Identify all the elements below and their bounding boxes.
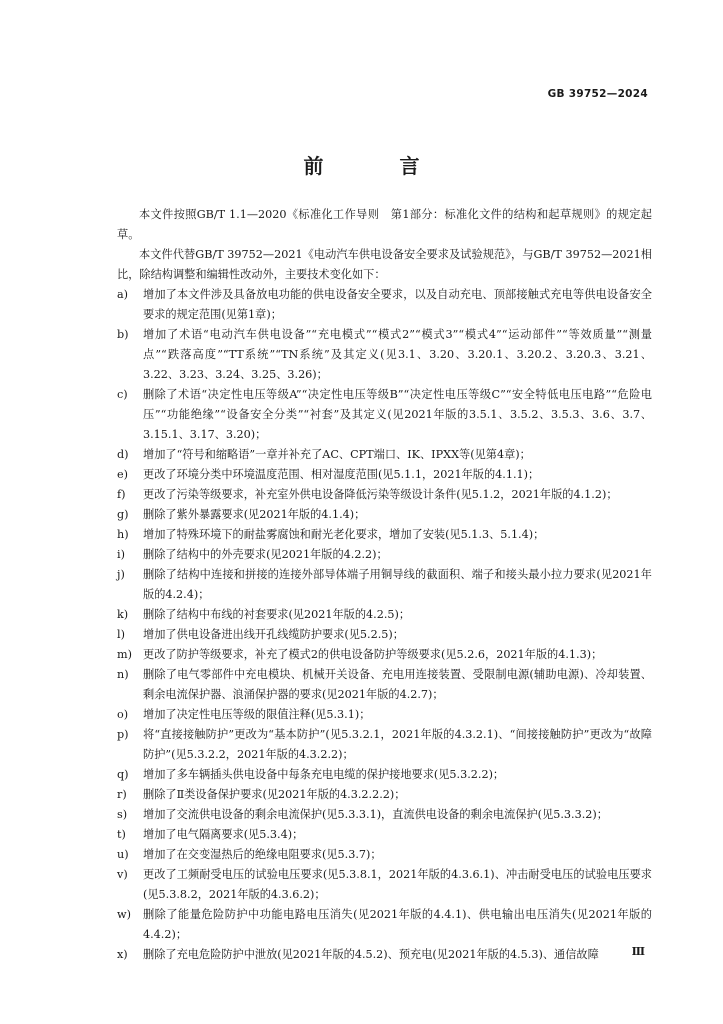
- list-item-text: 增加了在交变湿热后的绝缘电阻要求(见5.3.7)；: [143, 848, 382, 861]
- list-item-marker: t): [117, 828, 126, 841]
- list-item: [117, 385, 652, 445]
- list-item: [117, 905, 652, 945]
- list-item-text: 增加了“符号和缩略语”一章并补充了AC、CPT端口、IK、IPXX等(见第4章)；: [143, 448, 531, 461]
- list-item: [117, 865, 652, 905]
- list-item-marker: r): [117, 788, 127, 801]
- list-item-marker: c): [117, 388, 128, 401]
- list-item-marker: x): [117, 948, 128, 961]
- list-item: [117, 705, 652, 725]
- list-item-text: 增加了供电设备进出线开孔线缆防护要求(见5.2.5)；: [143, 628, 404, 641]
- list-item-text: 删除了结构中连接和拼接的连接外部导体端子用铜导线的截面积、端子和接头最小拉力要求(见2021年版的4.2.4)；: [143, 568, 652, 601]
- list-item: [117, 565, 652, 605]
- list-item-text: 更改了工频耐受电压的试验电压要求(见5.3.8.1，2021年版的4.3.6.1)、冲击耐受电压的试验电压要求(见5.3.8.2，2021年版的4.3.6.2)；: [143, 868, 652, 901]
- intro-paragraph: 本文件按照GB/T 1.1—2020《标准化工作导则 第1部分：标准化文件的结构和起草规则》的规定起草。: [117, 208, 652, 241]
- list-item-marker: g): [117, 508, 129, 521]
- list-item: [117, 505, 652, 525]
- list-item-marker: e): [117, 468, 128, 481]
- list-item-marker: l): [117, 628, 125, 641]
- list-item-text: 增加了术语“电动汽车供电设备”“充电模式”“模式2”“模式3”“模式4”“运动部件”“等效质量”“测量点”“跌落高度”“TT系统”“TN系统”及其定义(见3.1、3.20、3.20.1、3.20.2、3.20.3、3.21、3.22、3.23、3.24、3.25、3.26)；: [143, 328, 652, 381]
- list-item-text: 删除了紫外暴露要求(见2021年版的4.1.4)；: [143, 508, 366, 521]
- list-item-marker: s): [117, 808, 128, 821]
- list-item: [117, 625, 652, 645]
- list-item-text: 删除了术语“决定性电压等级A”“决定性电压等级B”“决定性电压等级C”“安全特低电压电路”“危险电压”“功能绝缘”“设备安全分类”“衬套”及其定义(见2021年版的3.5.1、3.5.2、3.5.3、3.6、3.7、3.15.1、3.17、3.20)；: [143, 388, 652, 441]
- list-item-marker: k): [117, 608, 129, 621]
- list-item-text: 增加了交流供电设备的剩余电流保护(见5.3.3.1)，直流供电设备的剩余电流保护(见5.3.3.2)；: [143, 808, 608, 821]
- list-item: [117, 525, 652, 545]
- list-item-text: 删除了结构中的外壳要求(见2021年版的4.2.2)；: [143, 548, 388, 561]
- list-item: [117, 785, 652, 805]
- list-item: [117, 645, 652, 665]
- list-item-marker: h): [117, 528, 129, 541]
- list-item-marker: w): [117, 908, 131, 921]
- list-item-marker: m): [117, 648, 132, 661]
- list-item-marker: q): [117, 768, 129, 781]
- list-item-marker: i): [117, 548, 125, 561]
- list-item-marker: n): [117, 668, 129, 681]
- document-body: [117, 205, 652, 965]
- list-item: [117, 465, 652, 485]
- list-item: [117, 725, 652, 765]
- standard-code: GB 39752—2024: [547, 88, 648, 100]
- list-item: [117, 605, 652, 625]
- list-item-text: 更改了环境分类中环境温度范围、相对湿度范围(见5.1.1，2021年版的4.1.1)；: [143, 468, 540, 481]
- page-number: Ⅲ: [631, 945, 645, 958]
- list-item-text: 增加了决定性电压等级的限值注释(见5.3.1)；: [143, 708, 371, 721]
- list-item: [117, 845, 652, 865]
- list-item: [117, 325, 652, 385]
- page-title: 前 言: [303, 154, 448, 178]
- list-item-marker: p): [117, 728, 129, 741]
- list-item-text: 增加了电气隔离要求(见5.3.4)；: [143, 828, 304, 841]
- list-item-text: 增加了特殊环境下的耐盐雾腐蚀和耐光老化要求，增加了安装(见5.1.3、5.1.4)；: [143, 528, 545, 541]
- list-item-text: 删除了充电危险防护中泄放(见2021年版的4.5.2)、预充电(见2021年版的4.5.3)、通信故障: [143, 948, 599, 961]
- list-item: [117, 825, 652, 845]
- list-item: [117, 485, 652, 505]
- change-list: [117, 285, 652, 965]
- list-item: [117, 805, 652, 825]
- list-item-text: 增加了本文件涉及具备放电功能的供电设备安全要求，以及自动充电、顶部接触式充电等供电设备安全要求的规定范围(见第1章)；: [143, 288, 652, 321]
- list-item-marker: f): [117, 488, 126, 501]
- list-item: [117, 285, 652, 325]
- list-item: [117, 765, 652, 785]
- list-item-text: 将“直接接触防护”更改为“基本防护”(见5.3.2.1，2021年版的4.3.2.1)、“间接接触防护”更改为“故障防护”(见5.3.2.2，2021年版的4.3.2.2)；: [143, 728, 652, 761]
- list-item-text: 删除了能量危险防护中功能电路电压消失(见2021年版的4.4.1)、供电输出电压消失(见2021年版的4.4.2)；: [143, 908, 652, 941]
- intro-paragraph: 本文件代替GB/T 39752—2021《电动汽车供电设备安全要求及试验规范》，与GB/T 39752—2021相比，除结构调整和编辑性改动外，主要技术变化如下：: [117, 248, 652, 281]
- list-item-text: 删除了电气零部件中充电模块、机械开关设备、充电用连接装置、受限制电源(辅助电源)、冷却装置、剩余电流保护器、浪涌保护器的要求(见2021年版的4.2.7)；: [143, 668, 652, 701]
- list-item-marker: v): [117, 868, 128, 881]
- list-item-marker: a): [117, 288, 129, 301]
- list-item-marker: u): [117, 848, 129, 861]
- list-item: [117, 665, 652, 705]
- list-item-text: 删除了Ⅱ类设备保护要求(见2021年版的4.3.2.2.2)；: [143, 788, 406, 801]
- list-item: [117, 945, 652, 965]
- list-item-text: 更改了污染等级要求，补充室外供电设备降低污染等级设计条件(见5.1.2，2021年版的4.1.2)；: [143, 488, 618, 501]
- list-item-text: 更改了防护等级要求，补充了模式2的供电设备防护等级要求(见5.2.6，2021年版的4.1.3)；: [143, 648, 603, 661]
- list-item-marker: b): [117, 328, 129, 341]
- list-item-marker: d): [117, 448, 129, 461]
- list-item: [117, 545, 652, 565]
- list-item-marker: o): [117, 708, 129, 721]
- list-item-text: 删除了结构中布线的衬套要求(见2021年版的4.2.5)；: [143, 608, 411, 621]
- list-item: [117, 445, 652, 465]
- list-item-marker: j): [117, 568, 125, 581]
- list-item-text: 增加了多车辆插头供电设备中每条充电电缆的保护接地要求(见5.3.2.2)；: [143, 768, 505, 781]
